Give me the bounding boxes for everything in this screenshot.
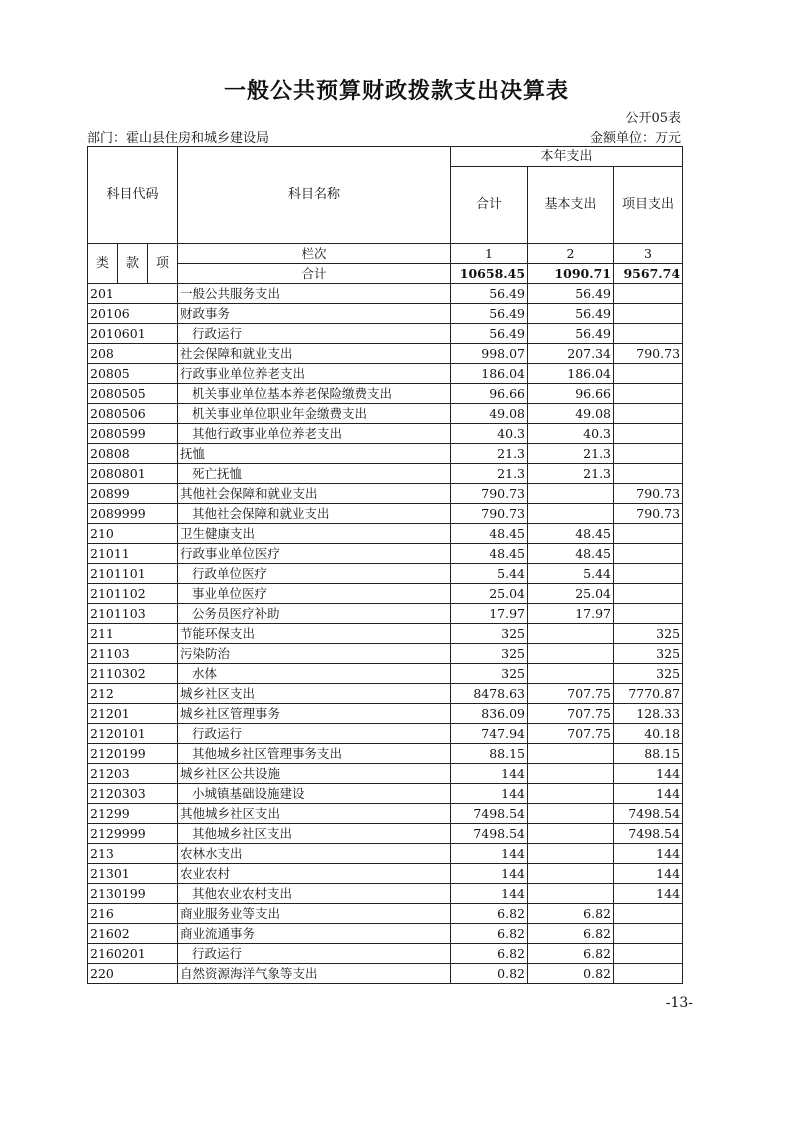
row-code: 2101102	[88, 584, 178, 604]
row-code: 220	[88, 964, 178, 984]
row-project	[614, 944, 683, 964]
row-project: 7498.54	[614, 804, 683, 824]
row-name: 其他社会保障和就业支出	[178, 504, 451, 524]
table-row	[88, 784, 683, 804]
row-name: 农业农村	[178, 864, 451, 884]
row-project: 790.73	[614, 504, 683, 524]
row-total: 998.07	[451, 344, 528, 364]
row-total: 836.09	[451, 704, 528, 724]
row-basic: 707.75	[528, 724, 614, 744]
row-basic	[528, 844, 614, 864]
table-row	[88, 684, 683, 704]
row-total: 7498.54	[451, 804, 528, 824]
table-row	[88, 804, 683, 824]
row-total: 144	[451, 844, 528, 864]
row-name: 节能环保支出	[178, 624, 451, 644]
row-code: 2129999	[88, 824, 178, 844]
row-project	[614, 324, 683, 344]
row-name: 机关事业单位基本养老保险缴费支出	[178, 384, 451, 404]
row-name: 其他社会保障和就业支出	[178, 484, 451, 504]
row-basic: 48.45	[528, 524, 614, 544]
row-code: 2080599	[88, 424, 178, 444]
row-total: 325	[451, 624, 528, 644]
row-project: 790.73	[614, 484, 683, 504]
row-basic	[528, 484, 614, 504]
row-basic: 25.04	[528, 584, 614, 604]
row-project: 144	[614, 864, 683, 884]
row-total: 790.73	[451, 504, 528, 524]
table-row	[88, 364, 683, 384]
table-row	[88, 704, 683, 724]
row-name: 其他行政事业单位养老支出	[178, 424, 451, 444]
table-row	[88, 444, 683, 464]
row-code: 211	[88, 624, 178, 644]
row-total: 48.45	[451, 524, 528, 544]
row-name: 水体	[178, 664, 451, 684]
row-total: 144	[451, 784, 528, 804]
row-basic	[528, 864, 614, 884]
row-total: 21.3	[451, 444, 528, 464]
row-project	[614, 364, 683, 384]
row-project	[614, 584, 683, 604]
row-total: 6.82	[451, 944, 528, 964]
table-row	[88, 464, 683, 484]
form-number: 公开05表	[625, 111, 681, 126]
row-basic: 17.97	[528, 604, 614, 624]
current-year-header: 本年支出	[451, 147, 683, 167]
row-basic	[528, 644, 614, 664]
row-code: 2010601	[88, 324, 178, 344]
row-project: 144	[614, 784, 683, 804]
row-name: 行政运行	[178, 944, 451, 964]
row-name: 机关事业单位职业年金缴费支出	[178, 404, 451, 424]
row-project: 7498.54	[614, 824, 683, 844]
row-name: 自然资源海洋气象等支出	[178, 964, 451, 984]
row-basic	[528, 624, 614, 644]
row-basic	[528, 784, 614, 804]
table-row	[88, 724, 683, 744]
row-code: 2160201	[88, 944, 178, 964]
row-code: 21103	[88, 644, 178, 664]
table-row	[88, 944, 683, 964]
row-project: 325	[614, 624, 683, 644]
total-row-basic: 1090.71	[528, 264, 614, 284]
row-code: 213	[88, 844, 178, 864]
table-row	[88, 824, 683, 844]
row-name: 商业服务业等支出	[178, 904, 451, 924]
table-row	[88, 904, 683, 924]
kuan-header: 款	[118, 244, 148, 284]
total-row-project: 9567.74	[614, 264, 683, 284]
subject-code-header: 科目代码	[88, 147, 178, 244]
column-label: 栏次	[178, 244, 451, 264]
row-name: 其他城乡社区支出	[178, 824, 451, 844]
row-name: 公务员医疗补助	[178, 604, 451, 624]
row-total: 56.49	[451, 284, 528, 304]
row-basic	[528, 884, 614, 904]
row-code: 21299	[88, 804, 178, 824]
table-row	[88, 504, 683, 524]
row-code: 21011	[88, 544, 178, 564]
total-header: 合计	[451, 167, 528, 244]
row-project: 40.18	[614, 724, 683, 744]
row-name: 行政运行	[178, 724, 451, 744]
row-name: 农林水支出	[178, 844, 451, 864]
row-project: 7770.87	[614, 684, 683, 704]
row-total: 144	[451, 884, 528, 904]
table-row	[88, 964, 683, 984]
column-1-label: 1	[451, 244, 528, 264]
subject-name-header: 科目名称	[178, 147, 451, 244]
row-total: 186.04	[451, 364, 528, 384]
row-project: 144	[614, 764, 683, 784]
table-row	[88, 844, 683, 864]
table-row	[88, 384, 683, 404]
row-basic: 21.3	[528, 444, 614, 464]
table-row	[88, 884, 683, 904]
row-total: 48.45	[451, 544, 528, 564]
row-basic: 6.82	[528, 924, 614, 944]
row-project	[614, 404, 683, 424]
table-row	[88, 284, 683, 304]
row-name: 其他农业农村支出	[178, 884, 451, 904]
row-basic	[528, 744, 614, 764]
row-basic	[528, 664, 614, 684]
row-total: 56.49	[451, 304, 528, 324]
row-total: 144	[451, 864, 528, 884]
table-row	[88, 644, 683, 664]
row-project	[614, 604, 683, 624]
row-total: 17.97	[451, 604, 528, 624]
row-project	[614, 564, 683, 584]
row-code: 20805	[88, 364, 178, 384]
row-code: 21203	[88, 764, 178, 784]
row-code: 20808	[88, 444, 178, 464]
row-project	[614, 464, 683, 484]
row-total: 790.73	[451, 484, 528, 504]
row-basic: 207.34	[528, 344, 614, 364]
row-name: 一般公共服务支出	[178, 284, 451, 304]
row-name: 死亡抚恤	[178, 464, 451, 484]
row-basic: 5.44	[528, 564, 614, 584]
total-row-total: 10658.45	[451, 264, 528, 284]
row-basic: 56.49	[528, 324, 614, 344]
row-code: 2120199	[88, 744, 178, 764]
table-row	[88, 604, 683, 624]
table-row	[88, 744, 683, 764]
row-code: 2101103	[88, 604, 178, 624]
row-basic: 6.82	[528, 944, 614, 964]
row-code: 2120101	[88, 724, 178, 744]
row-project	[614, 924, 683, 944]
table-row	[88, 544, 683, 564]
row-code: 20899	[88, 484, 178, 504]
row-basic: 0.82	[528, 964, 614, 984]
row-name: 事业单位医疗	[178, 584, 451, 604]
row-name: 行政单位医疗	[178, 564, 451, 584]
total-row	[88, 264, 683, 284]
table-row	[88, 864, 683, 884]
row-total: 88.15	[451, 744, 528, 764]
row-project	[614, 444, 683, 464]
row-basic	[528, 504, 614, 524]
row-code: 2101101	[88, 564, 178, 584]
row-name: 行政运行	[178, 324, 451, 344]
row-project	[614, 524, 683, 544]
row-project: 144	[614, 844, 683, 864]
table-row	[88, 424, 683, 444]
row-project	[614, 284, 683, 304]
table-row	[88, 584, 683, 604]
row-total: 96.66	[451, 384, 528, 404]
row-project	[614, 544, 683, 564]
page-number: -13-	[665, 995, 693, 1011]
row-project: 790.73	[614, 344, 683, 364]
row-basic: 186.04	[528, 364, 614, 384]
row-code: 210	[88, 524, 178, 544]
row-total: 0.82	[451, 964, 528, 984]
row-project	[614, 424, 683, 444]
row-code: 21301	[88, 864, 178, 884]
total-row-label: 合计	[178, 264, 451, 284]
row-project	[614, 964, 683, 984]
row-project: 144	[614, 884, 683, 904]
department-label: 部门：霍山县住房和城乡建设局	[87, 131, 270, 146]
row-basic: 96.66	[528, 384, 614, 404]
row-total: 6.82	[451, 924, 528, 944]
row-project: 325	[614, 644, 683, 664]
row-total: 49.08	[451, 404, 528, 424]
row-total: 5.44	[451, 564, 528, 584]
row-name: 城乡社区公共设施	[178, 764, 451, 784]
table-row	[88, 484, 683, 504]
row-code: 2080801	[88, 464, 178, 484]
table-row	[88, 304, 683, 324]
row-basic: 707.75	[528, 684, 614, 704]
row-project	[614, 384, 683, 404]
budget-table	[87, 146, 683, 984]
row-total: 8478.63	[451, 684, 528, 704]
row-total: 25.04	[451, 584, 528, 604]
row-project: 325	[614, 664, 683, 684]
row-name: 其他城乡社区管理事务支出	[178, 744, 451, 764]
row-total: 21.3	[451, 464, 528, 484]
row-basic	[528, 804, 614, 824]
row-name: 商业流通事务	[178, 924, 451, 944]
unit-label: 金额单位：万元	[589, 131, 681, 146]
row-project	[614, 904, 683, 924]
row-project: 128.33	[614, 704, 683, 724]
row-total: 144	[451, 764, 528, 784]
row-code: 2110302	[88, 664, 178, 684]
table-row	[88, 524, 683, 544]
row-basic: 56.49	[528, 304, 614, 324]
row-basic: 49.08	[528, 404, 614, 424]
table-row	[88, 764, 683, 784]
row-code: 208	[88, 344, 178, 364]
row-code: 212	[88, 684, 178, 704]
table-row	[88, 344, 683, 364]
row-code: 21602	[88, 924, 178, 944]
row-name: 小城镇基础设施建设	[178, 784, 451, 804]
row-name: 行政事业单位养老支出	[178, 364, 451, 384]
row-name: 污染防治	[178, 644, 451, 664]
row-project	[614, 304, 683, 324]
row-name: 社会保障和就业支出	[178, 344, 451, 364]
row-name: 行政事业单位医疗	[178, 544, 451, 564]
column-3-label: 3	[614, 244, 683, 264]
row-code: 201	[88, 284, 178, 304]
column-2-label: 2	[528, 244, 614, 264]
row-total: 40.3	[451, 424, 528, 444]
project-header: 项目支出	[614, 167, 683, 244]
row-total: 56.49	[451, 324, 528, 344]
row-basic: 48.45	[528, 544, 614, 564]
row-code: 2080506	[88, 404, 178, 424]
row-name: 城乡社区支出	[178, 684, 451, 704]
row-code: 2120303	[88, 784, 178, 804]
row-code: 20106	[88, 304, 178, 324]
basic-header: 基本支出	[528, 167, 614, 244]
row-basic: 56.49	[528, 284, 614, 304]
table-row	[88, 624, 683, 644]
table-row	[88, 404, 683, 424]
row-project: 88.15	[614, 744, 683, 764]
row-total: 747.94	[451, 724, 528, 744]
row-name: 其他城乡社区支出	[178, 804, 451, 824]
row-code: 2080505	[88, 384, 178, 404]
row-code: 2130199	[88, 884, 178, 904]
xiang-header: 项	[148, 244, 178, 284]
row-total: 325	[451, 664, 528, 684]
row-basic: 6.82	[528, 904, 614, 924]
page-title: 一般公共预算财政拨款支出决算表	[223, 79, 569, 104]
row-code: 216	[88, 904, 178, 924]
row-name: 财政事务	[178, 304, 451, 324]
row-code: 21201	[88, 704, 178, 724]
row-basic: 40.3	[528, 424, 614, 444]
row-name: 卫生健康支出	[178, 524, 451, 544]
table-row	[88, 324, 683, 344]
row-basic	[528, 764, 614, 784]
lei-header: 类	[88, 244, 118, 284]
table-row	[88, 664, 683, 684]
row-name: 城乡社区管理事务	[178, 704, 451, 724]
row-total: 7498.54	[451, 824, 528, 844]
row-basic: 707.75	[528, 704, 614, 724]
table-row	[88, 564, 683, 584]
row-name: 抚恤	[178, 444, 451, 464]
table-row	[88, 924, 683, 944]
row-code: 2089999	[88, 504, 178, 524]
row-basic	[528, 824, 614, 844]
row-total: 325	[451, 644, 528, 664]
row-basic: 21.3	[528, 464, 614, 484]
row-total: 6.82	[451, 904, 528, 924]
